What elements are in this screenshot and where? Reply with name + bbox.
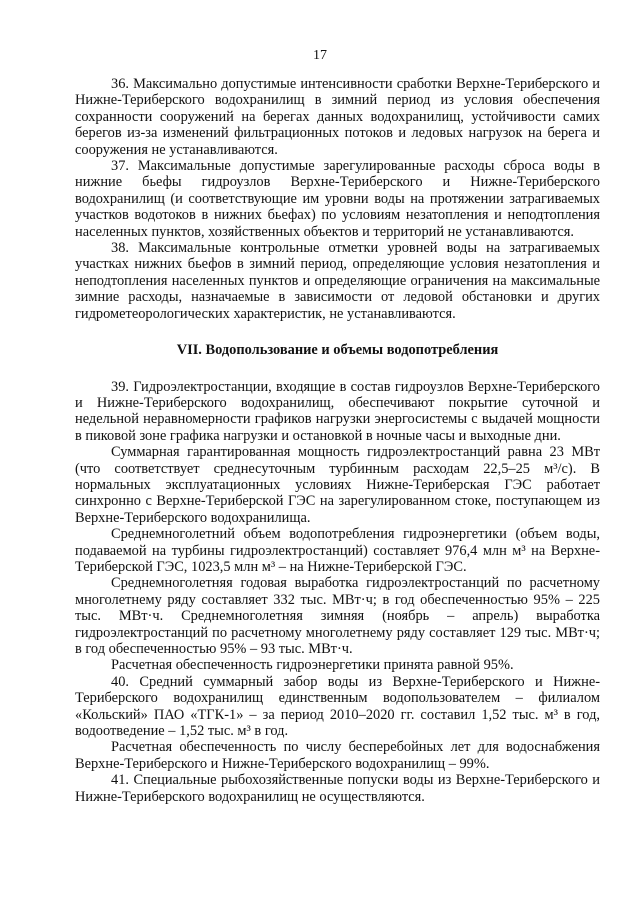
section-heading: VII. Водопользование и объемы водопотребления bbox=[176, 342, 499, 359]
paragraph-water-supply-reliability: Расчетная обеспеченность по числу бесперебойных лет для водоснабжения Верхне-Териберского и Нижне-Териберского водохранилищ – 99%. bbox=[75, 739, 600, 772]
paragraph-39: 39. Гидроэлектростанции, входящие в состав гидроузлов Верхне-Териберского и Нижне-Териберского водохранилищ, обеспечивают покрытие суточной и недельной неравномерности графиков нагрузки энергосистемы с выдачей мощности в пиковой зоне графика нагрузки и остановкой в ночные часы и выходные дни. bbox=[75, 378, 600, 444]
paragraph-38: 38. Максимальные контрольные отметки уровней воды на затрагиваемых участках нижних бьефов в зимний период, определяющие условия незатопления и неподтопления населенных пунктов и определяющие ограничения на максимальные зимние расходы, назначаемые в зависимости от ледовой обстановки и других гидрометеорологических характеристик, не устанавливаются. bbox=[75, 240, 600, 322]
page-number: 17 bbox=[313, 48, 327, 63]
paragraph-40: 40. Средний суммарный забор воды из Верхне-Териберского и Нижне-Териберского водохранилищ единственным водопользователем – филиалом «Кольский» ПАО «ТГК-1» – за период 2010–2020 гг. составил 1,52 тыс. м³ в год, водоотведение – 1,52 тыс. м³ в год. bbox=[75, 673, 600, 740]
paragraph-37: 37. Максимальные допустимые зарегулированные расходы сброса воды в нижние бьефы гидроузлов Верхне-Териберского и Нижне-Териберского водохранилищ (и соответствующие им уровни воды на протяжении затрагиваемых участков водотоков в нижних бьефах) по условиям незатопления и неподтопления населенных пунктов, хозяйственных объектов и территорий не устанавливаются. bbox=[75, 158, 600, 240]
paragraph-annual-output: Среднемноголетняя годовая выработка гидроэлектростанций по расчетному многолетнему ряду составляет 332 тыс. МВт·ч; в год обеспеченностью 95% – 225 тыс. МВт·ч. Среднемноголетняя зимняя (ноябрь – апрель) выработка гидроэлектростанций по расчетному многолетнему ряду составляет 129 тыс. МВт·ч; в год обеспеченностью 95% – 93 тыс. МВт·ч. bbox=[75, 575, 600, 657]
paragraph-guaranteed-capacity: Суммарная гарантированная мощность гидроэлектростанций равна 23 МВт (что соответствует среднесуточным турбинным расходам 22,5–25 м³/с). В нормальных эксплуатационных условиях Нижне-Териберская ГЭС работает синхронно с Верхне-Териберской ГЭС на зарегулированном стоке, поступающем из Верхне-Териберского водохранилища. bbox=[75, 444, 600, 526]
paragraph-design-reliability: Расчетная обеспеченность гидроэнергетики принята равной 95%. bbox=[111, 657, 514, 674]
paragraph-water-consumption: Среднемноголетний объем водопотребления гидроэнергетики (объем воды, подаваемой на турбины гидроэлектростанций) составляет 976,4 млн м³ на Верхне-Териберской ГЭС, 1023,5 млн м³ – на Нижне-Териберской ГЭС. bbox=[75, 526, 600, 575]
paragraph-41: 41. Специальные рыбохозяйственные попуски воды из Верхне-Териберского и Нижне-Териберского водохранилищ не осуществляются. bbox=[75, 772, 600, 805]
paragraph-36: 36. Максимально допустимые интенсивности сработки Верхне-Териберского и Нижне-Териберского водохранилищ в зимний период из условия обеспечения сохранности сооружений на берегах данных водохранилищ, устойчивости самих берегов из-за изменений фильтрационных потоков и ледовых нагрузок на берега и сооружения не устанавливаются. bbox=[75, 76, 600, 158]
document-body bbox=[75, 76, 600, 805]
